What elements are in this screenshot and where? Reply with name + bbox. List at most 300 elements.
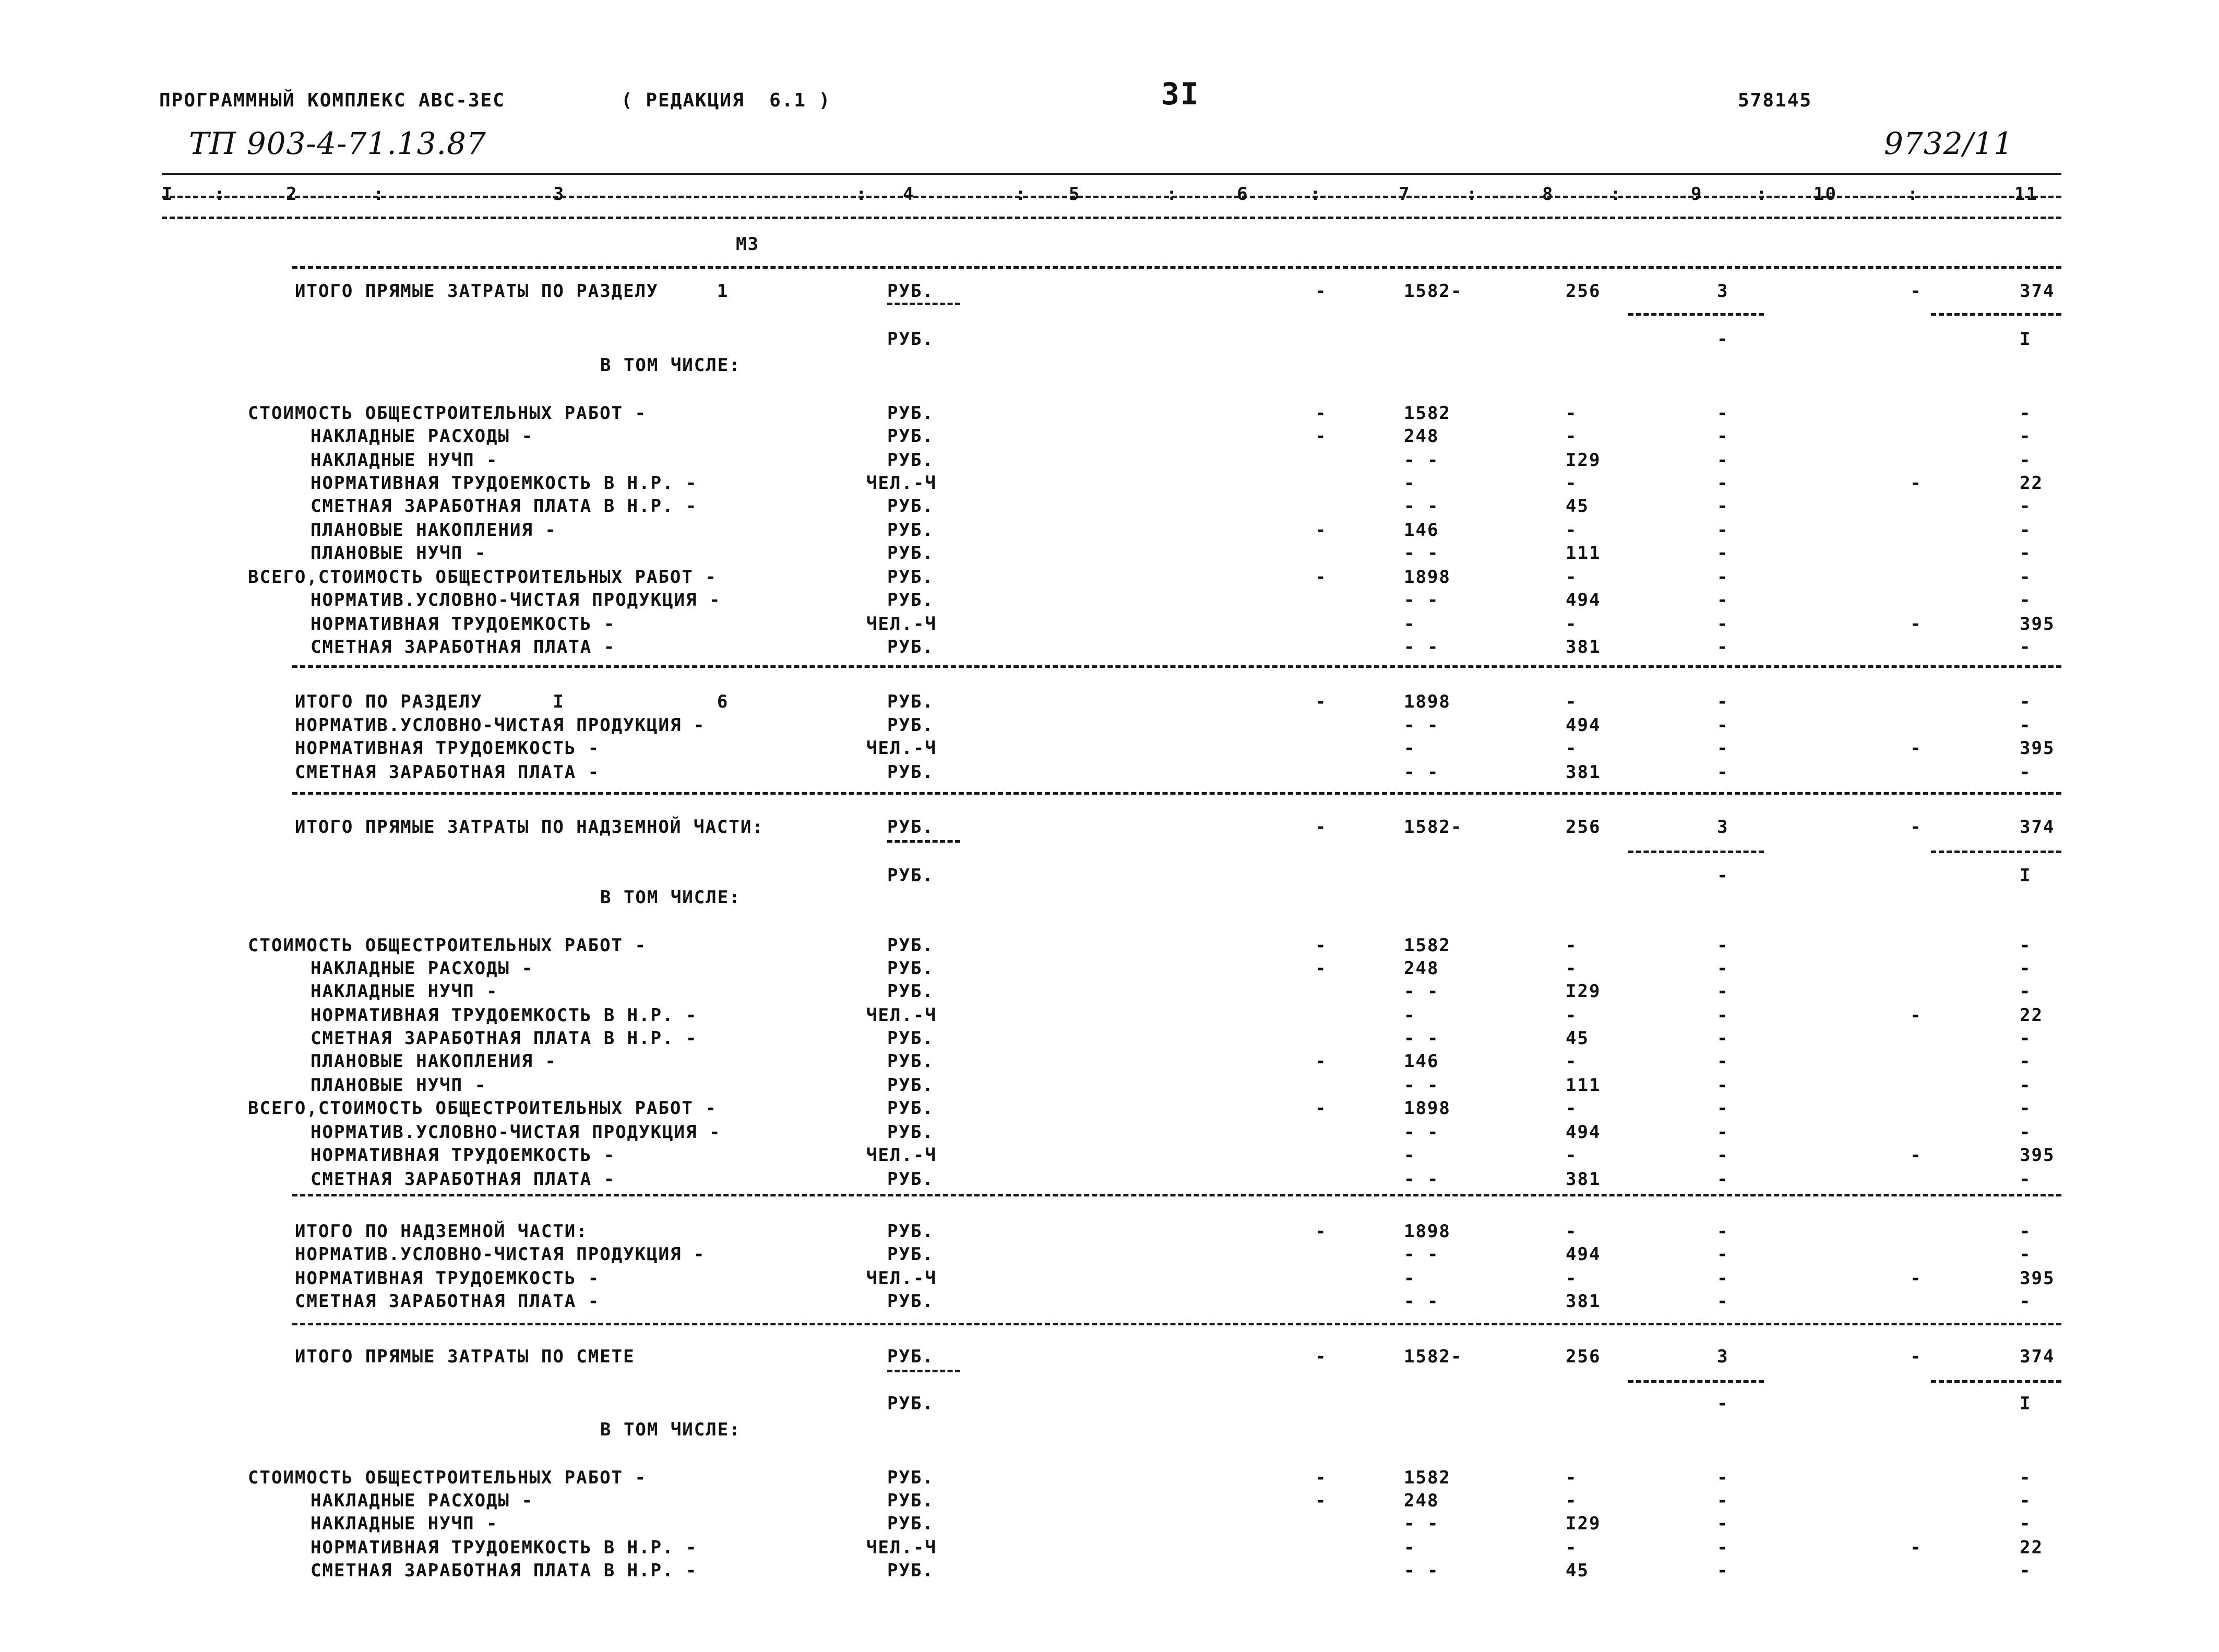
cell-col8: 381 bbox=[1566, 1169, 1601, 1190]
row-unit: РУБ. bbox=[887, 520, 934, 541]
cell-col8: - bbox=[1566, 1221, 1578, 1242]
cell-col9: - bbox=[1717, 958, 1729, 979]
row-label: НОРМАТИВНАЯ ТРУДОЕМКОСТЬ - bbox=[311, 1145, 616, 1166]
row-label: НОРМАТИВ.УСЛОВНО-ЧИСТАЯ ПРОДУКЦИЯ - bbox=[295, 1244, 706, 1265]
cell-col11: 395 bbox=[2020, 1268, 2055, 1289]
cell-col10: - bbox=[1910, 281, 1922, 302]
row-label: НОРМАТИВНАЯ ТРУДОЕМКОСТЬ В Н.Р. - bbox=[311, 1005, 698, 1026]
cell-col9: - bbox=[1717, 865, 1729, 886]
cell-col7: 1898 bbox=[1404, 567, 1451, 588]
cell-col8: 256 bbox=[1566, 817, 1601, 837]
cell-col11: I bbox=[2020, 865, 2032, 886]
row-label: СТОИМОСТЬ ОБЩЕСТРОИТЕЛЬНЫХ РАБОТ - bbox=[248, 1467, 647, 1488]
cell-col11: 22 bbox=[2020, 473, 2043, 494]
row-unit: РУБ. bbox=[887, 426, 934, 447]
edition-label: ( РЕДАКЦИЯ 6.1 ) bbox=[621, 90, 831, 111]
cell-col8: - bbox=[1566, 614, 1578, 635]
cell-col7: - - bbox=[1404, 637, 1439, 657]
cell-col11: - bbox=[2020, 1291, 2032, 1312]
row-label: НОРМАТИВНАЯ ТРУДОЕМКОСТЬ - bbox=[311, 614, 616, 635]
subheading: В ТОМ ЧИСЛЕ: bbox=[600, 355, 741, 376]
row-label: СМЕТНАЯ ЗАРАБОТНАЯ ПЛАТА - bbox=[311, 1169, 616, 1190]
row-unit: ЧЕЛ.-Ч bbox=[866, 738, 937, 759]
cell-col8: - bbox=[1566, 1467, 1578, 1488]
cell-col11: - bbox=[2020, 567, 2032, 588]
cell-col11: - bbox=[2020, 1075, 2032, 1096]
dashed-rule bbox=[292, 1323, 2061, 1325]
cell-col8: 494 bbox=[1566, 715, 1601, 736]
cell-col7: - - bbox=[1404, 1291, 1439, 1312]
row-unit: ЧЕЛ.-Ч bbox=[866, 1268, 937, 1289]
cell-col11: 395 bbox=[2020, 738, 2055, 759]
cell-col7: - - bbox=[1404, 496, 1439, 517]
cell-col11: - bbox=[2020, 981, 2032, 1002]
short-rule bbox=[1628, 1380, 1764, 1383]
cell-col10: - bbox=[1910, 473, 1922, 494]
cell-col10: - bbox=[1910, 738, 1922, 759]
program-title: ПРОГРАММНЫЙ КОМПЛЕКС АВС-ЗЕС bbox=[159, 90, 505, 111]
cell-col9: - bbox=[1717, 935, 1729, 956]
cell-col8: 256 bbox=[1566, 281, 1601, 302]
cell-col11: - bbox=[2020, 1169, 2032, 1190]
cell-col6: - bbox=[1315, 1490, 1327, 1511]
row-label: НОРМАТИВНАЯ ТРУДОЕМКОСТЬ В Н.Р. - bbox=[311, 473, 698, 494]
row-unit: РУБ. bbox=[887, 496, 934, 517]
row-label: ИТОГО ПРЯМЫЕ ЗАТРАТЫ ПО РАЗДЕЛУ 1 bbox=[295, 281, 729, 302]
cell-col7: 1582- bbox=[1404, 1346, 1463, 1367]
column-separator: : bbox=[1466, 184, 1478, 205]
cell-col8: - bbox=[1566, 1098, 1578, 1119]
short-rule bbox=[887, 1370, 960, 1372]
row-label: СМЕТНАЯ ЗАРАБОТНАЯ ПЛАТА - bbox=[295, 762, 600, 783]
row-unit: РУБ. bbox=[887, 691, 934, 712]
cell-col9: - bbox=[1717, 567, 1729, 588]
cell-col6: - bbox=[1315, 1098, 1327, 1119]
cell-col7: - bbox=[1404, 614, 1416, 635]
row-unit: РУБ. bbox=[887, 865, 934, 886]
row-label: СМЕТНАЯ ЗАРАБОТНАЯ ПЛАТА В Н.Р. - bbox=[311, 496, 698, 517]
cell-col7: 1582 bbox=[1404, 403, 1451, 424]
cell-col9: - bbox=[1717, 543, 1729, 564]
row-label: НОРМАТИВ.УСЛОВНО-ЧИСТАЯ ПРОДУКЦИЯ - bbox=[295, 715, 706, 736]
row-unit: ЧЕЛ.-Ч bbox=[866, 1005, 937, 1026]
cell-col6: - bbox=[1315, 691, 1327, 712]
cell-col11: - bbox=[2020, 543, 2032, 564]
cell-col9: - bbox=[1717, 1560, 1729, 1581]
column-number: 6 bbox=[1237, 184, 1249, 205]
cell-col7: - - bbox=[1404, 762, 1439, 783]
cell-col8: - bbox=[1566, 1145, 1578, 1166]
row-label: НОРМАТИВНАЯ ТРУДОЕМКОСТЬ - bbox=[295, 738, 600, 759]
cell-col7: - - bbox=[1404, 1075, 1439, 1096]
cell-col10: - bbox=[1910, 1268, 1922, 1289]
cell-col9: - bbox=[1717, 1393, 1729, 1414]
column-number: 7 bbox=[1399, 184, 1411, 205]
row-unit: РУБ. bbox=[887, 1122, 934, 1143]
column-number: 10 bbox=[1814, 184, 1837, 205]
cell-col11: - bbox=[2020, 1244, 2032, 1265]
cell-col7: - - bbox=[1404, 1028, 1439, 1049]
cell-col10: - bbox=[1910, 614, 1922, 635]
cell-col6: - bbox=[1315, 567, 1327, 588]
row-label: ВСЕГО,СТОИМОСТЬ ОБЩЕСТРОИТЕЛЬНЫХ РАБОТ - bbox=[248, 1098, 717, 1119]
cell-col8: - bbox=[1566, 738, 1578, 759]
column-separator: : bbox=[214, 184, 226, 205]
cell-col9: - bbox=[1717, 1291, 1729, 1312]
cell-col8: - bbox=[1566, 426, 1578, 447]
cell-col8: - bbox=[1566, 958, 1578, 979]
cell-col9: - bbox=[1717, 1268, 1729, 1289]
cell-col8: 381 bbox=[1566, 1291, 1601, 1312]
cell-col11: - bbox=[2020, 1560, 2032, 1581]
cell-col10: - bbox=[1910, 1145, 1922, 1166]
cell-col9: - bbox=[1717, 738, 1729, 759]
cell-col11: - bbox=[2020, 958, 2032, 979]
cell-col7: - - bbox=[1404, 1560, 1439, 1581]
cell-col7: - - bbox=[1404, 1169, 1439, 1190]
row-label: ИТОГО ПО РАЗДЕЛУ I 6 bbox=[295, 691, 729, 712]
dashed-rule bbox=[292, 1194, 2061, 1196]
cell-col9: - bbox=[1717, 1051, 1729, 1072]
cell-col11: I bbox=[2020, 329, 2032, 350]
project-number-handwritten: ТП 903-4-71.13.87 bbox=[189, 126, 486, 161]
cell-col6: - bbox=[1315, 935, 1327, 956]
cell-col11: - bbox=[2020, 1467, 2032, 1488]
cell-col7: - bbox=[1404, 473, 1416, 494]
cell-col7: - - bbox=[1404, 1513, 1439, 1534]
cell-col6: - bbox=[1315, 426, 1327, 447]
row-label: НОРМАТИВНАЯ ТРУДОЕМКОСТЬ В Н.Р. - bbox=[311, 1537, 698, 1558]
cell-col9: 3 bbox=[1717, 817, 1729, 837]
cell-col11: 374 bbox=[2020, 1346, 2055, 1367]
cell-col7: 1898 bbox=[1404, 1098, 1451, 1119]
cell-col8: - bbox=[1566, 1490, 1578, 1511]
cell-col11: 374 bbox=[2020, 281, 2055, 302]
row-unit: РУБ. bbox=[887, 329, 934, 350]
cell-col9: - bbox=[1717, 691, 1729, 712]
row-unit: РУБ. bbox=[887, 1098, 934, 1119]
cell-col11: 374 bbox=[2020, 817, 2055, 837]
cell-col9: - bbox=[1717, 614, 1729, 635]
row-label: НОРМАТИВ.УСЛОВНО-ЧИСТАЯ ПРОДУКЦИЯ - bbox=[311, 590, 721, 610]
cell-col7: 1582- bbox=[1404, 281, 1463, 302]
cell-col11: - bbox=[2020, 935, 2032, 956]
short-rule bbox=[887, 303, 960, 305]
cell-col8: - bbox=[1566, 691, 1578, 712]
row-unit: РУБ. bbox=[887, 1244, 934, 1265]
cell-col7: 1582 bbox=[1404, 935, 1451, 956]
row-unit: РУБ. bbox=[887, 1291, 934, 1312]
cell-col11: - bbox=[2020, 1221, 2032, 1242]
row-unit: РУБ. bbox=[887, 450, 934, 471]
column-separator: : bbox=[373, 184, 385, 205]
cell-col11: I bbox=[2020, 1393, 2032, 1414]
column-number: 5 bbox=[1069, 184, 1081, 205]
cell-col11: - bbox=[2020, 496, 2032, 517]
row-unit: РУБ. bbox=[887, 935, 934, 956]
cell-col11: - bbox=[2020, 1513, 2032, 1534]
cell-col7: 248 bbox=[1404, 426, 1439, 447]
cell-col11: - bbox=[2020, 590, 2032, 610]
cell-col9: - bbox=[1717, 1145, 1729, 1166]
cell-col9: - bbox=[1717, 1244, 1729, 1265]
column-number: 11 bbox=[2014, 184, 2038, 205]
cell-col7: 146 bbox=[1404, 1051, 1439, 1072]
cell-col6: - bbox=[1315, 403, 1327, 424]
cell-col11: - bbox=[2020, 637, 2032, 657]
cell-col11: 395 bbox=[2020, 614, 2055, 635]
subheading: В ТОМ ЧИСЛЕ: bbox=[600, 1419, 741, 1440]
column-number: 9 bbox=[1691, 184, 1703, 205]
row-unit: ЧЕЛ.-Ч bbox=[866, 614, 937, 635]
cell-col6: - bbox=[1315, 1467, 1327, 1488]
cell-col6: - bbox=[1315, 1051, 1327, 1072]
cell-col11: - bbox=[2020, 715, 2032, 736]
cell-col7: - bbox=[1404, 1537, 1416, 1558]
cell-col7: - - bbox=[1404, 1122, 1439, 1143]
cell-col11: - bbox=[2020, 403, 2032, 424]
page-number: 3I bbox=[1161, 76, 1200, 112]
column-separator: : bbox=[856, 184, 868, 205]
cell-col7: - bbox=[1404, 1145, 1416, 1166]
cell-col8: - bbox=[1566, 1051, 1578, 1072]
column-separator: : bbox=[1166, 184, 1178, 205]
row-label: НОРМАТИВНАЯ ТРУДОЕМКОСТЬ - bbox=[295, 1268, 600, 1289]
column-number: I bbox=[162, 184, 174, 205]
cell-col11: 22 bbox=[2020, 1537, 2043, 1558]
row-label: ПЛАНОВЫЕ НУЧП - bbox=[311, 1075, 487, 1096]
cell-col10: - bbox=[1910, 817, 1922, 837]
cell-col6: - bbox=[1315, 281, 1327, 302]
cell-col9: - bbox=[1717, 1490, 1729, 1511]
cell-col8: 381 bbox=[1566, 637, 1601, 657]
cell-col8: 494 bbox=[1566, 590, 1601, 610]
row-unit: РУБ. bbox=[887, 817, 934, 837]
row-label: ИТОГО ПРЯМЫЕ ЗАТРАТЫ ПО НАДЗЕМНОЙ ЧАСТИ: bbox=[295, 817, 764, 837]
cell-col10: - bbox=[1910, 1537, 1922, 1558]
row-label: НАКЛАДНЫЕ РАСХОДЫ - bbox=[311, 426, 533, 447]
row-label: ИТОГО ПО НАДЗЕМНОЙ ЧАСТИ: bbox=[295, 1221, 588, 1242]
row-unit: РУБ. bbox=[887, 567, 934, 588]
cell-col11: - bbox=[2020, 1098, 2032, 1119]
column-number: 8 bbox=[1542, 184, 1554, 205]
column-number: 3 bbox=[553, 184, 565, 205]
cell-col11: - bbox=[2020, 1028, 2032, 1049]
cell-col8: 45 bbox=[1566, 1028, 1589, 1049]
cell-col11: - bbox=[2020, 520, 2032, 541]
cell-col7: - bbox=[1404, 738, 1416, 759]
cell-col8: 111 bbox=[1566, 543, 1601, 564]
cell-col11: 395 bbox=[2020, 1145, 2055, 1166]
cell-col8: 494 bbox=[1566, 1244, 1601, 1265]
short-rule bbox=[1628, 851, 1764, 853]
row-label: НАКЛАДНЫЕ НУЧП - bbox=[311, 1513, 498, 1534]
column-number: 4 bbox=[903, 184, 915, 205]
dashed-rule bbox=[162, 217, 2061, 219]
cell-col8: 494 bbox=[1566, 1122, 1601, 1143]
cell-col9: - bbox=[1717, 450, 1729, 471]
cell-col7: - bbox=[1404, 1005, 1416, 1026]
row-label: НОРМАТИВ.УСЛОВНО-ЧИСТАЯ ПРОДУКЦИЯ - bbox=[311, 1122, 721, 1143]
cell-col8: 381 bbox=[1566, 762, 1601, 783]
short-rule bbox=[887, 840, 960, 843]
subheading: В ТОМ ЧИСЛЕ: bbox=[600, 887, 741, 908]
row-unit: РУБ. bbox=[887, 1560, 934, 1581]
column-separator: : bbox=[1610, 184, 1622, 205]
cell-col9: - bbox=[1717, 426, 1729, 447]
dashed-rule bbox=[292, 792, 2061, 795]
document-code: 578145 bbox=[1738, 90, 1812, 111]
row-unit: РУБ. bbox=[887, 403, 934, 424]
cell-col8: - bbox=[1566, 520, 1578, 541]
cell-col9: - bbox=[1717, 1075, 1729, 1096]
row-label: СТОИМОСТЬ ОБЩЕСТРОИТЕЛЬНЫХ РАБОТ - bbox=[248, 403, 647, 424]
row-unit: ЧЕЛ.-Ч bbox=[866, 1145, 937, 1166]
sheet-number-handwritten: 9732/11 bbox=[1884, 126, 2013, 161]
cell-col8: - bbox=[1566, 473, 1578, 494]
cell-col7: 1898 bbox=[1404, 1221, 1451, 1242]
cell-col11: - bbox=[2020, 762, 2032, 783]
row-label: ПЛАНОВЫЕ НУЧП - bbox=[311, 543, 487, 564]
cell-col7: 1582- bbox=[1404, 817, 1463, 837]
row-unit: РУБ. bbox=[887, 1467, 934, 1488]
cell-col9: - bbox=[1717, 403, 1729, 424]
row-unit: РУБ. bbox=[887, 1075, 934, 1096]
cell-col9: - bbox=[1717, 1467, 1729, 1488]
cell-col7: - - bbox=[1404, 1244, 1439, 1265]
cell-col6: - bbox=[1315, 958, 1327, 979]
row-unit: РУБ. bbox=[887, 958, 934, 979]
cell-col7: - - bbox=[1404, 450, 1439, 471]
cell-col7: 248 bbox=[1404, 1490, 1439, 1511]
row-unit: РУБ. bbox=[887, 543, 934, 564]
cell-col7: - bbox=[1404, 1268, 1416, 1289]
cell-col7: - - bbox=[1404, 981, 1439, 1002]
row-unit: РУБ. bbox=[887, 715, 934, 736]
cell-col8: 111 bbox=[1566, 1075, 1601, 1096]
cell-col8: - bbox=[1566, 567, 1578, 588]
row-label: ИТОГО ПРЯМЫЕ ЗАТРАТЫ ПО СМЕТЕ bbox=[295, 1346, 635, 1367]
row-unit: РУБ. bbox=[887, 1221, 934, 1242]
section-marker: МЗ bbox=[736, 234, 759, 255]
cell-col9: - bbox=[1717, 496, 1729, 517]
row-unit: РУБ. bbox=[887, 762, 934, 783]
cell-col8: - bbox=[1566, 403, 1578, 424]
cell-col9: - bbox=[1717, 762, 1729, 783]
cell-col8: I29 bbox=[1566, 450, 1601, 471]
cell-col9: - bbox=[1717, 637, 1729, 657]
cell-col9: 3 bbox=[1717, 281, 1729, 302]
cell-col7: 248 bbox=[1404, 958, 1439, 979]
cell-col8: 45 bbox=[1566, 496, 1589, 517]
row-label: НАКЛАДНЫЕ РАСХОДЫ - bbox=[311, 958, 533, 979]
cell-col11: - bbox=[2020, 1122, 2032, 1143]
cell-col9: - bbox=[1717, 473, 1729, 494]
row-label: СМЕТНАЯ ЗАРАБОТНАЯ ПЛАТА - bbox=[295, 1291, 600, 1312]
short-rule bbox=[1931, 1380, 2061, 1383]
cell-col9: - bbox=[1717, 1098, 1729, 1119]
cell-col9: - bbox=[1717, 1005, 1729, 1026]
cell-col8: I29 bbox=[1566, 1513, 1601, 1534]
cell-col7: - - bbox=[1404, 543, 1439, 564]
short-rule bbox=[1931, 851, 2061, 853]
cell-col11: - bbox=[2020, 1490, 2032, 1511]
row-unit: ЧЕЛ.-Ч bbox=[866, 473, 937, 494]
row-label: СМЕТНАЯ ЗАРАБОТНАЯ ПЛАТА В Н.Р. - bbox=[311, 1028, 698, 1049]
dashed-rule bbox=[292, 665, 2061, 668]
cell-col7: 1898 bbox=[1404, 691, 1451, 712]
cell-col10: - bbox=[1910, 1005, 1922, 1026]
cell-col6: - bbox=[1315, 1221, 1327, 1242]
row-unit: РУБ. bbox=[887, 1051, 934, 1072]
row-label: ПЛАНОВЫЕ НАКОПЛЕНИЯ - bbox=[311, 1051, 557, 1072]
cell-col9: - bbox=[1717, 1513, 1729, 1534]
cell-col8: 256 bbox=[1566, 1346, 1601, 1367]
cell-col8: - bbox=[1566, 1005, 1578, 1026]
cell-col8: - bbox=[1566, 935, 1578, 956]
cell-col9: - bbox=[1717, 1221, 1729, 1242]
cell-col9: - bbox=[1717, 1028, 1729, 1049]
cell-col9: - bbox=[1717, 1122, 1729, 1143]
cell-col10: - bbox=[1910, 1346, 1922, 1367]
short-rule bbox=[1628, 313, 1764, 316]
row-unit: РУБ. bbox=[887, 1346, 934, 1367]
row-unit: РУБ. bbox=[887, 981, 934, 1002]
cell-col7: 1582 bbox=[1404, 1467, 1451, 1488]
cell-col9: - bbox=[1717, 520, 1729, 541]
column-separator: : bbox=[1015, 184, 1027, 205]
cell-col6: - bbox=[1315, 520, 1327, 541]
row-unit: РУБ. bbox=[887, 590, 934, 610]
dashed-rule bbox=[162, 196, 2061, 198]
row-label: СМЕТНАЯ ЗАРАБОТНАЯ ПЛАТА - bbox=[311, 637, 616, 657]
row-label: ВСЕГО,СТОИМОСТЬ ОБЩЕСТРОИТЕЛЬНЫХ РАБОТ - bbox=[248, 567, 717, 588]
column-separator: : bbox=[1310, 184, 1322, 205]
cell-col8: - bbox=[1566, 1268, 1578, 1289]
cell-col9: - bbox=[1717, 1169, 1729, 1190]
cell-col9: - bbox=[1717, 590, 1729, 610]
cell-col6: - bbox=[1315, 1346, 1327, 1367]
cell-col11: - bbox=[2020, 1051, 2032, 1072]
cell-col11: - bbox=[2020, 426, 2032, 447]
cell-col6: - bbox=[1315, 817, 1327, 837]
cell-col8: - bbox=[1566, 1537, 1578, 1558]
row-unit: РУБ. bbox=[887, 1513, 934, 1534]
row-unit: РУБ. bbox=[887, 1490, 934, 1511]
row-label: СТОИМОСТЬ ОБЩЕСТРОИТЕЛЬНЫХ РАБОТ - bbox=[248, 935, 647, 956]
row-unit: РУБ. bbox=[887, 1028, 934, 1049]
row-unit: РУБ. bbox=[887, 1169, 934, 1190]
column-separator: : bbox=[1756, 184, 1768, 205]
column-separator: : bbox=[1907, 184, 1919, 205]
row-unit: РУБ. bbox=[887, 281, 934, 302]
column-number: 2 bbox=[286, 184, 298, 205]
cell-col8: 45 bbox=[1566, 1560, 1589, 1581]
row-label: ПЛАНОВЫЕ НАКОПЛЕНИЯ - bbox=[311, 520, 557, 541]
row-unit: РУБ. bbox=[887, 637, 934, 657]
cell-col9: - bbox=[1717, 1537, 1729, 1558]
dashed-rule bbox=[292, 266, 2061, 269]
row-label: СМЕТНАЯ ЗАРАБОТНАЯ ПЛАТА В Н.Р. - bbox=[311, 1560, 698, 1581]
cell-col7: 146 bbox=[1404, 520, 1439, 541]
row-unit: РУБ. bbox=[887, 1393, 934, 1414]
cell-col7: - - bbox=[1404, 715, 1439, 736]
row-label: НАКЛАДНЫЕ НУЧП - bbox=[311, 981, 498, 1002]
cell-col11: 22 bbox=[2020, 1005, 2043, 1026]
short-rule bbox=[1931, 313, 2061, 316]
cell-col9: - bbox=[1717, 329, 1729, 350]
cell-col9: - bbox=[1717, 715, 1729, 736]
